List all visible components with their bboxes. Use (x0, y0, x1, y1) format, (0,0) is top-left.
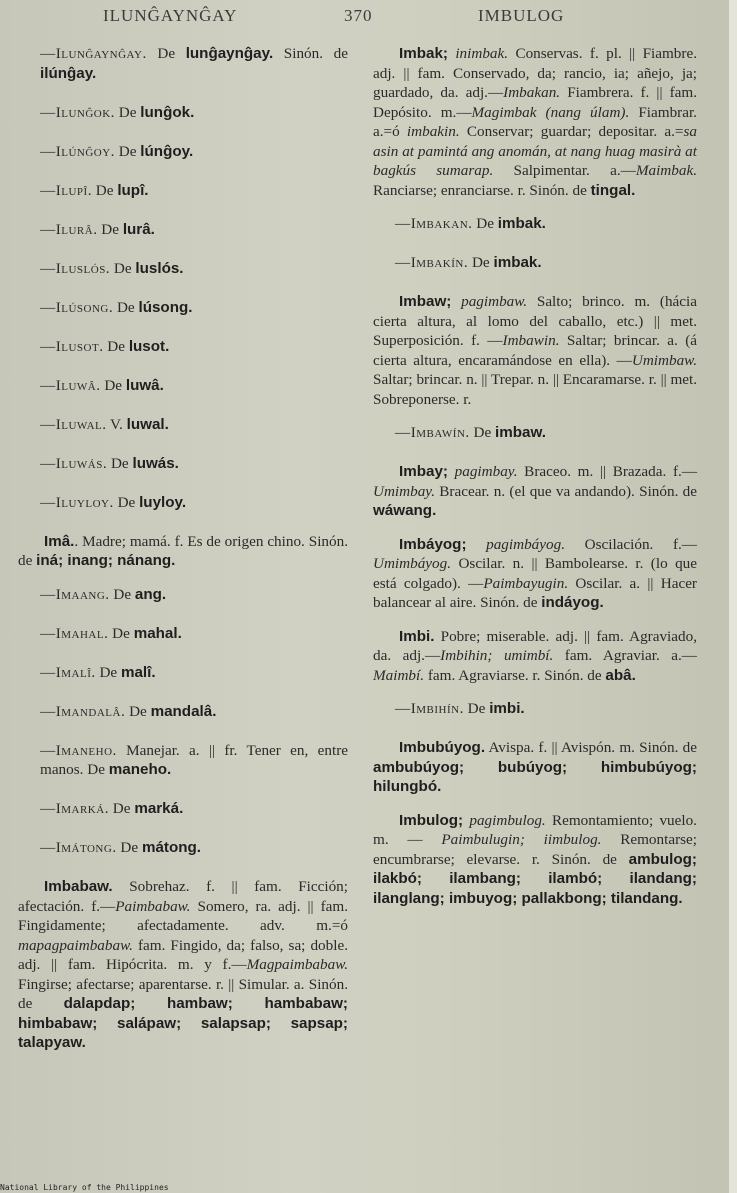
left-entry (18, 702, 348, 722)
left-entry (18, 220, 348, 240)
entry-imbi: Imbi. Pobre; miserable. adj. || fam. Agraviado, da. adj.—Imbihin; umimbí. fam. Agraviar. a.—Maimbí. fam. Agraviarse. r. Sinón. de abâ. (373, 627, 697, 684)
entry-imbulog: Imbulog; pagimbulog. Remontamiento; vuelo. m. — Paimbulugin; iimbulog. Remontarse; encumbrarse; elevarse. r. Sinón. de ambulog; ilakbó; ilambang; ilambó; ilandang; ilanglang; imbuyog; pallakbong; tilandang. (373, 811, 698, 907)
entry-text: De (108, 624, 134, 642)
entry-imbaw: Imbaw; pagimbaw. Salto; brinco. m. (hácia cierta altura, al lomo del caballo, etc.) || met. Superposición. f. —Imbawin. Saltar; brincar. a. (á cierta altura, encaramándose en ella). —Umimbaw. Saltar; brincar. n. || Trepar. n. || Encaramarse. r. || met. Sobreponerse. r. (373, 293, 698, 408)
entry-imbakan: —Imbakan. De imbak. (395, 215, 546, 232)
entry-ref: luwal. (126, 415, 169, 433)
left-entry (18, 799, 348, 819)
entry-ref: mahal. (133, 624, 182, 642)
entry-ref: ang. (134, 585, 167, 603)
left-entry (18, 298, 348, 318)
left-entry (18, 493, 348, 513)
entry-head: —Iluwâ. (40, 376, 101, 394)
entry-head: —Ilúnĝoy. (40, 142, 115, 160)
left-column (18, 44, 348, 1067)
entry-imbay: Imbay; pagimbay. Braceo. m. || Brazada. f.—Umimbay. Bracear. n. (el que va andando). Sinón. de wáwang. (373, 463, 698, 519)
entry-head: —Imahal. (40, 624, 109, 642)
entry-ref: mátong. (141, 839, 201, 856)
entry-ref: iná; inang; nánang. (36, 552, 176, 569)
entry-ref: ilúnĝay. (40, 64, 97, 82)
left-entry (18, 663, 348, 683)
entry-ref: luwâ. (125, 376, 164, 394)
entry-ref: lunĝaynĝay. (185, 45, 274, 62)
entry-text: De (100, 376, 126, 394)
entry-text: De (125, 702, 151, 720)
entry-text: De (110, 259, 136, 277)
left-entry (18, 838, 348, 858)
entry-imbakin: —Imbakín. De imbak. (395, 254, 542, 271)
entry-head: —Iluslós. (40, 259, 111, 277)
entry-head: —Imandalâ. (40, 702, 126, 720)
left-entry (18, 259, 348, 279)
entry-text: De (97, 220, 123, 238)
entry-head: —Imátong. (40, 839, 117, 856)
entry-text: . Madre; mamá. f. Es de origen chino. Sinón. de (18, 532, 348, 569)
entry-head: —Ilupî. (40, 181, 92, 199)
entry-ref: luwás. (132, 454, 179, 472)
entry-text: Manejar. a. || fr. Tener en, entre manos. De (40, 741, 348, 778)
entry-head: —Iluyloy. (40, 493, 114, 511)
entry-head: —Imaneho. (40, 741, 117, 759)
entry-ref: maneho. (108, 761, 172, 778)
left-entry (18, 376, 348, 396)
left-entry (18, 624, 348, 644)
footer-credit: National Library of the Philippines (0, 1183, 169, 1192)
right-column (373, 44, 697, 922)
entry-text: De (109, 800, 135, 817)
left-entry (18, 44, 348, 83)
entry-head: —Ilúsong. (40, 298, 114, 316)
entry-ref: malî. (120, 663, 156, 681)
left-entry (18, 532, 348, 571)
entry-text: De (113, 298, 139, 316)
left-entry (18, 103, 348, 123)
left-entry (18, 181, 348, 201)
entry-head: —Imalî. (40, 663, 96, 681)
entry-ref: lunĝok. (140, 103, 195, 121)
entry-text: De (92, 181, 118, 199)
entry-ref: lúsong. (138, 298, 193, 316)
entry-ref: luyloy. (139, 493, 187, 511)
entry-text: De (146, 45, 186, 62)
entry-head: —Imaang. (40, 585, 110, 603)
entry-ref: lusot. (128, 337, 170, 355)
entry-imbawin: —Imbawín. De imbaw. (395, 424, 546, 441)
entry-imbabaw: Imbabaw. Sobrehaz. f. || fam. Ficción; afectación. f.—Paimbabaw. Somero, ra. adj. || fam. Fingidamente; afectadamente. adv. m.=ó mapagpaimbabaw. fam. Fingido, da; falso, sa; doble. adj. || fam. Hipócrita. m. y f.—Magpaimbabaw. Fingirse; afectarse; aparentarse. r. || Simular. a. Sinón. de dalapdap; hambaw; hambabaw; himbabaw; salápaw; salapsap; sapsap; talapyaw. (18, 878, 349, 1051)
entry-head: —Ilusot. (40, 337, 104, 355)
left-entry (18, 741, 348, 780)
left-entry (18, 142, 348, 162)
entry-head: —Ilunĝok. (40, 103, 115, 121)
entry-head: —Ilurâ. (40, 220, 98, 238)
entry-text: De (109, 585, 135, 603)
left-entry (18, 337, 348, 357)
entry-ref: lúnĝoy. (140, 142, 194, 160)
entry-text: De (103, 337, 129, 355)
running-head-right: IMBULOG (478, 6, 565, 25)
entry-ref: mandalâ. (150, 702, 217, 720)
page-edge (729, 0, 737, 1193)
entry-ref: marká. (134, 800, 184, 817)
entry-imbayog: Imbáyog; pagimbáyog. Oscilación. f.—Umimbáyog. Oscilar. n. || Bambolearse. r. (lo que está colgado). —Paimbayugin. Oscilar. a. || Hacer balancear al aire. Sinón. de indáyog. (373, 535, 697, 611)
entry-imbihin: —Imbihín. De imbi. (395, 700, 525, 717)
entry-text: De (95, 663, 121, 681)
entry-head: —Ilunĝaynĝay. (40, 45, 147, 62)
entry-head: —Imarká. (40, 800, 109, 817)
left-entry (18, 454, 348, 474)
entry-text: De (113, 493, 140, 511)
entry-text: De (116, 839, 142, 856)
left-entry (18, 415, 348, 435)
entry-ref: luslós. (135, 259, 184, 277)
entry-imbak: Imbak; inimbak. Conservas. f. pl. || Fiambre. adj. || fam. Conservado, da; rancio, ia; añejo, ja; guardado, da. adj.—Imbakan. Fiambrera. f. || fam. Depósito. m.—Magimbak (nang úlam). Fiambrar. a.=ó imbakin. Conservar; guardar; depositar. a.=sa asin at pamintá ang anomán, at nang huag masirà at bagkús sumarap. Salpimentar. a.—Maimbak. Ranciarse; enranciarse. r. Sinón. de tingal. (373, 45, 698, 199)
entry-ref: lurâ. (122, 220, 155, 238)
entry-text: De (114, 103, 141, 121)
entry-head: Imâ. (44, 532, 75, 550)
page-number: 370 (344, 6, 373, 25)
running-head-left: ILUNĜAYNĜAY (103, 6, 238, 25)
entry-ref: lupî. (117, 181, 149, 199)
entry-head: —Iluwás. (40, 454, 108, 472)
entry-text: V. (106, 415, 127, 433)
entry-imbubuyog: Imbubúyog. Avispa. f. || Avispón. m. Sinón. de ambubúyog; bubúyog; himbubúyog; hilungbó. (373, 739, 697, 795)
entry-text: De (114, 142, 141, 160)
page-header (0, 4, 737, 30)
entry-text: Sinón. de (273, 45, 348, 62)
entry-head: —Iluwal. (40, 415, 107, 433)
left-entry (18, 585, 348, 605)
entry-text: De (107, 454, 133, 472)
